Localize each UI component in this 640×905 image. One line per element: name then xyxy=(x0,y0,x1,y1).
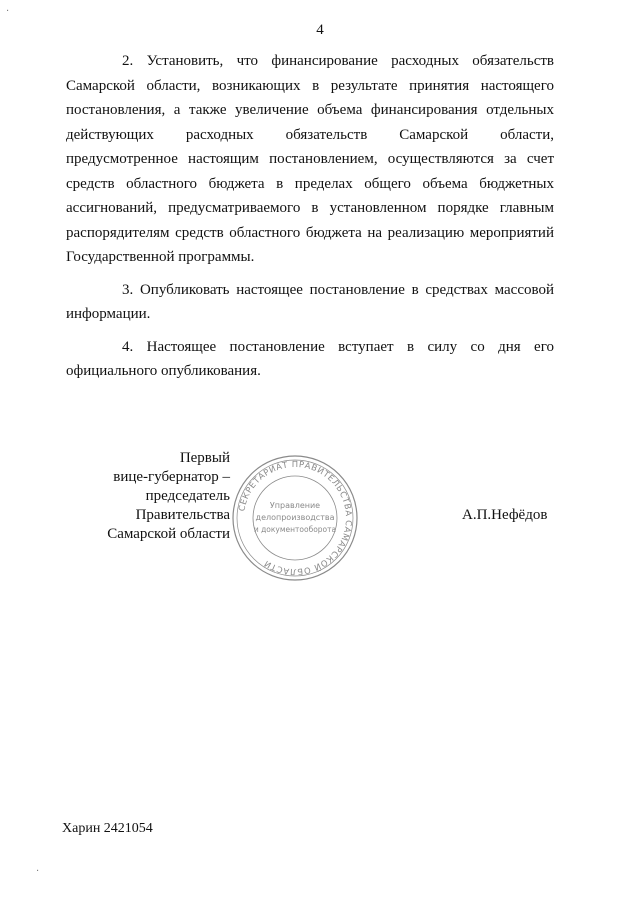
official-stamp xyxy=(230,453,360,583)
stamp-center-line: делопроизводства xyxy=(255,513,335,522)
stamp-ring-text: СЕКРЕТАРИАТ ПРАВИТЕЛЬСТВА САМАРСКОЙ ОБЛАСТИ xyxy=(236,458,355,578)
signatory-name: А.П.Нефёдов xyxy=(462,507,548,523)
paragraph-4: 4. Настоящее постановление вступает в силу со дня его официального опубликования. xyxy=(66,338,554,379)
stamp-center-line: Управление xyxy=(269,501,321,510)
document-body xyxy=(66,49,554,392)
corner-mark-bottom: · xyxy=(36,866,40,877)
executor-contact: Харин 2421054 xyxy=(62,821,153,836)
paragraph-2: 2. Установить, что финансирование расходных обязательств Самарской области, возникающих в результате принятия настоящего постановления, а также увеличение объема финансирования отдельных действующих расходных обязательств Самарской области, предусмотренное настоящим постановлением, осуществляются за счет средств областного бюджета в пределах общего объема бюджетных ассигнований, предусматриваемого в установленном порядке главным распорядителям средств областного бюджета на реализацию мероприятий Государственной программы. xyxy=(66,53,554,265)
position-line: Первый xyxy=(179,450,230,466)
corner-mark-top: · xyxy=(6,6,10,17)
stamp-center-line: и документооборота xyxy=(253,525,337,534)
position-line: председатель Правительства xyxy=(135,488,230,523)
position-line: вице-губернатор – xyxy=(113,469,230,485)
page-number: 4 xyxy=(316,22,324,38)
position-line: Самарской области xyxy=(107,526,230,542)
paragraph-3: 3. Опубликовать настоящее постановление в средствах массовой информации. xyxy=(66,281,554,322)
signatory-position xyxy=(60,449,230,544)
